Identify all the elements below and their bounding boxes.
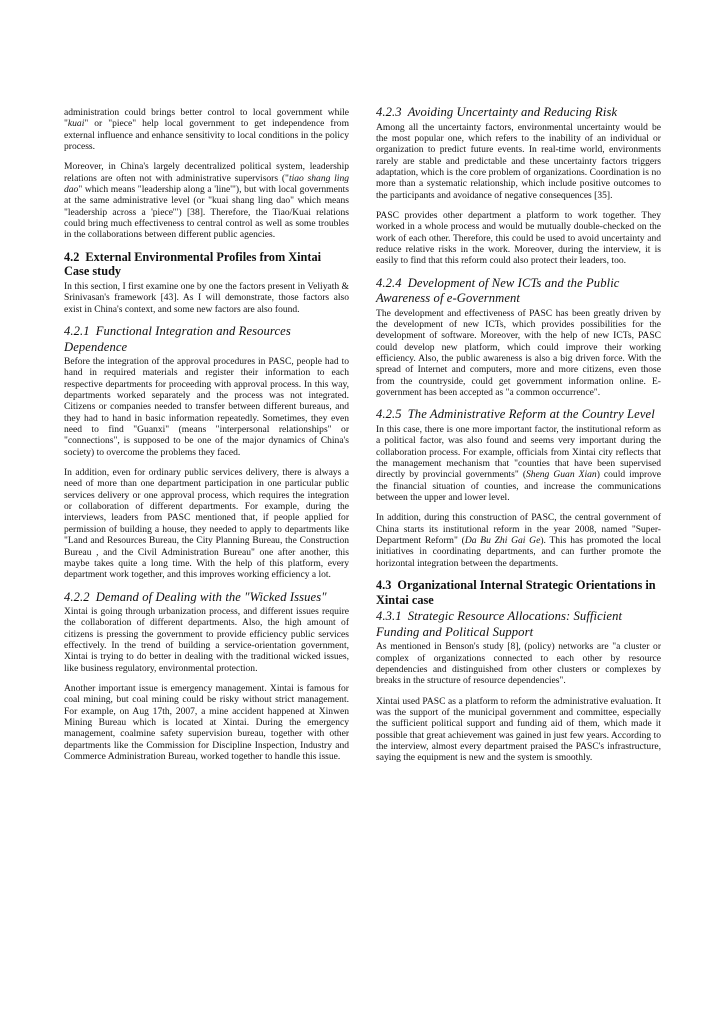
section-heading-4-2: 4.2 External Environmental Profiles from Xintai Case study (64, 249, 322, 279)
section-heading-4-3: 4.3 Organizational Internal Strategic Orientations in Xintai case (376, 578, 656, 607)
paragraph: Moreover, in China's largely decentralized political system, leadership relations are often not with administrative supervisors ("tiao shang ling dao" which means "leadership along a 'line'"), but with local governments at the same administrative level (or "kuai shang ling dao" which means "leadership across a 'piece'") [38]. Therefore, the Tiao/Kuai relations could bring much effectiveness to central control as well as some troubles in the collaborations between different public agencies. (64, 161, 350, 241)
paragraph: administration could brings better control to local government while "kuai" or "piece" help local government to get independence from external influence and enhance sensitivity to local conditions in the policy process. (64, 107, 349, 153)
paragraph: Xintai used PASC as a platform to reform the administrative evaluation. It was the support of the municipal government and committee, especially the sufficient political support and funding aid of them, which made it possible that great achievement was gained in just few years. According to the interview, almost every department praised the PASC's infrastructure, saying the equipment is new and the system is smoothly. (376, 695, 661, 764)
subsection-heading-4-2-3: 4.2.3 Avoiding Uncertainty and Reducing Risk (376, 105, 618, 119)
subsection-heading-4-2-4: 4.2.4 Development of New ICTs and the Public Awareness of e-Government (376, 275, 620, 306)
paper-page (64, 107, 661, 897)
paragraph: In addition, even for ordinary public services delivery, there is always a need of more than one department participation in one particular public services delivery or one approval process, which requires the integration or collaboration of different departments. For example, during the interviews, leaders from PASC mentioned that, if people applied for permission of building a house, they needed to apply to departments like "Land and Resources Bureau, the City Planning Bureau, the Construction Bureau , and the Civil Administration Bureau" one after another, this maybe takes quite a long time. With the help of this platform, every department work together, and this improves working efficiency a lot. (64, 467, 349, 581)
right-column (376, 107, 661, 773)
subsection-heading-4-2-5: 4.2.5 The Administrative Reform at the Country Level (376, 407, 655, 422)
paragraph: PASC provides other department a platform to work together. They worked in a whole process and would be mutually double-checked on the work of each other. Therefore, this could be used to avoid uncertainty and reduce relative risks in the work. Moreover, during the interview, it is easily to find that this reform could also protect their leaders, too. (376, 209, 661, 267)
paragraph: Another important issue is emergency management. Xintai is famous for coal mining, but coal mining could be risky without strict management. For example, on Aug 17th, 2007, a mine accident happened at Xinwen Mining Bureau which is located at Xintai. During the emergency management, coalmine safety supervision bureau, together with other departments like the Commission for Discipline Inspection, Industry and Commerce Administration Bureau, worked together to handle this issue. (64, 683, 349, 763)
subsection-heading-4-2-1: 4.2.1 Functional Integration and Resources Dependence (64, 324, 291, 354)
subsection-heading-4-3-1: 4.3.1 Strategic Resource Allocations: Sufficient Funding and Political Support (376, 609, 623, 639)
paragraph: Xintai is going through urbanization process, and different issues require the collaboration of different departments. Also, the high amount of citizens is pressing the government to provide efficiency public services effectively. In the trend of building a service-orientation government, Xintai is trying to do better in dealing with the traditional wicked issues, like business regulatory, environmental protection. (64, 606, 349, 674)
paragraph: Among all the uncertainty factors, environmental uncertainty would be the most popular one, which refers to the inability of an individual or organization to predict future events. In real-time world, environments rarely are stable and predictable and these uncertainty factors triggers adaptation, which is the core problem of organizations. Coordination is no more than a systematic relationship, which include positive outcomes to the participants and avoidance of negative consequences [35]. (376, 121, 661, 201)
paragraph: Before the integration of the approval procedures in PASC, people had to hand in required materials and register their information to each respective departments for proceeding with approval process. In this way, departments worked separately and the process was not integrated. Citizens or companies needed to transfer between different bureaus, and they had to hand in basic information repeatedly. Sometimes, they even need to find "Guanxi" (means "interpersonal relationships" or "connections", is supposed to be one of the major dynamics of China's society) to overcome the problems they faced. (64, 356, 349, 458)
left-column (64, 107, 349, 772)
paragraph: In addition, during this construction of PASC, the central government of China starts its institutional reform in the year 2008, named "Super-Department Reform" (Da Bu Zhi Gai Ge). This has promoted the local initiatives in coordinating departments, and can further promote the horizontal integration between the departments. (376, 512, 662, 569)
subsection-heading-4-2-2: 4.2.2 Demand of Dealing with the "Wicked Issues" (64, 589, 327, 604)
paragraph: In this case, there is one more important factor, the institutional reform as a political factor, was also found and seems very important during the collaboration process. For example, officials from Xintai city reflects that the management mechanism that "counties that have been supervised directly by provincial governments" (Sheng Guan Xian) could improve the financial situation of counties, and increase the communications between the upper and lower level. (376, 423, 661, 503)
paragraph: In this section, I first examine one by one the factors present in Veliyath & Srinivasan's framework [43]. As I will demonstrate, those factors also exist in China's context, and some new factors are also found. (64, 280, 349, 315)
paragraph: The development and effectiveness of PASC has been greatly driven by the development of new ICTs, which provides possibilities for the development of software. Moreover, with the help of new ICTs, PASC could develop new platform, which could improve their working efficiency. Also, the public awareness is also a big driven force. With the spread of Internet and computers, more and more citizens, even those from the countryside, could get government information online. E-government has been accepted as "a common occurrence". (376, 307, 661, 399)
paragraph: As mentioned in Benson's study [8], (policy) networks are "a cluster or complex of organizations connected to each other by resource dependencies and distinguished from other clusters or complexes by breaks in the structure of resource dependencies". (376, 641, 661, 687)
